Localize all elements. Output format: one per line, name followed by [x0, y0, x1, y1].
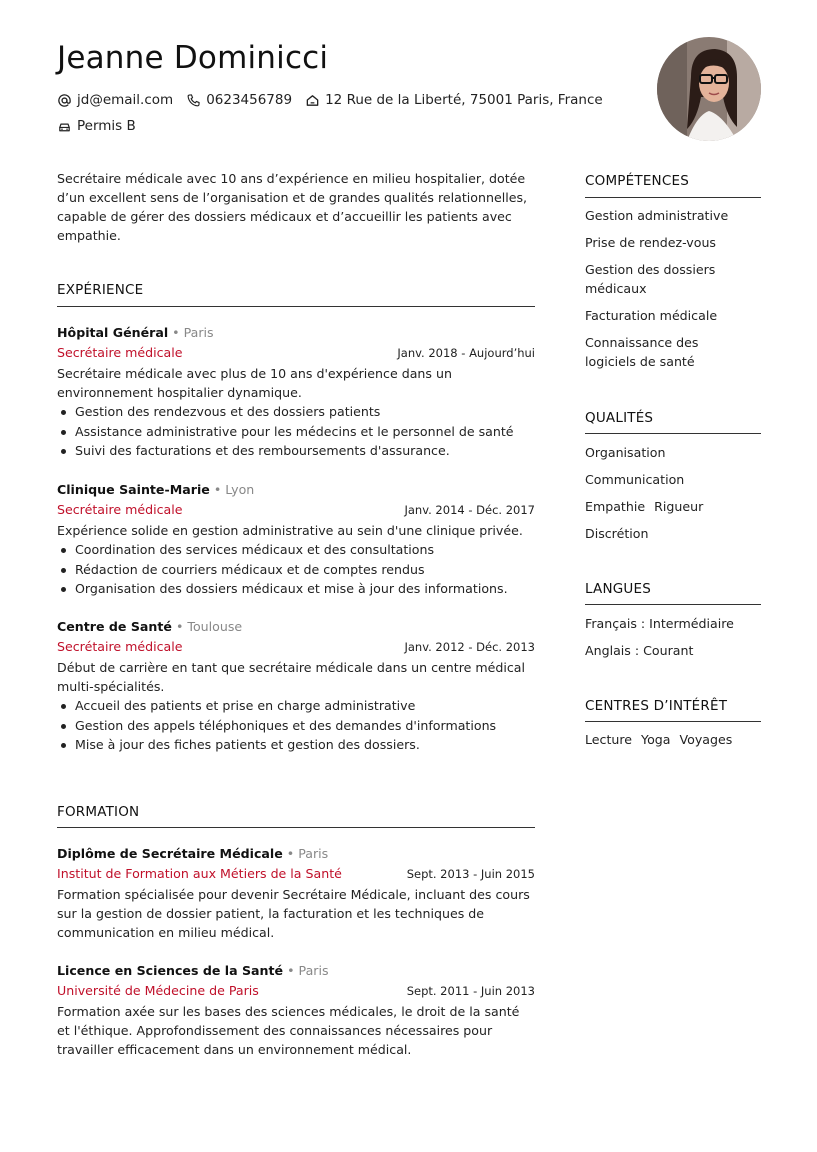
- interest-row: [585, 730, 761, 749]
- skill-item: Gestion des dossiers médicaux: [585, 262, 716, 296]
- bullet-item: Coordination des services médicaux et des consultations: [57, 540, 535, 560]
- car-icon: [57, 119, 72, 134]
- entry-heading: [57, 844, 535, 863]
- interest-item: Lecture: [585, 732, 633, 747]
- skills-list: [585, 206, 761, 379]
- interests-rule: [585, 721, 761, 722]
- language-item: Anglais : Courant: [585, 643, 694, 658]
- address-text: 12 Rue de la Liberté, 75001 Paris, France: [325, 92, 603, 108]
- bullet-list: [57, 402, 535, 461]
- languages-list: [585, 614, 761, 668]
- education-title: FORMATION: [57, 804, 140, 820]
- phone-item: [186, 92, 292, 108]
- interest-item: Yoga: [641, 732, 671, 747]
- home-icon: [305, 93, 320, 108]
- employer: Hôpital Général: [57, 325, 169, 340]
- skills-rule: [585, 197, 761, 198]
- skills-title: COMPÉTENCES: [585, 173, 689, 189]
- quality-item: Organisation: [585, 445, 666, 460]
- experience-title: EXPÉRIENCE: [57, 282, 144, 298]
- bullet-item: Suivi des facturations et des remboursements d'assurance.: [57, 441, 535, 461]
- entry-heading: [57, 480, 535, 499]
- bullet-item: Accueil des patients et prise en charge administrative: [57, 696, 535, 716]
- location: • Toulouse: [175, 619, 243, 634]
- entry-heading: [57, 617, 535, 636]
- entry-description: Formation axée sur les bases des sciences médicales, le droit de la santé et l'éthique. Approfondissement des connaissances nécessaires pour travailler efficacement dans un environnement médical.: [57, 1004, 520, 1057]
- job-title: Secrétaire médicale: [57, 345, 183, 360]
- qualities-title: QUALITÉS: [585, 410, 654, 426]
- degree: Diplôme de Secrétaire Médicale: [57, 846, 283, 861]
- date-range: Sept. 2011 - Juin 2013: [406, 984, 535, 998]
- bullet-list: [57, 540, 535, 599]
- bullet-item: Organisation des dossiers médicaux et mise à jour des informations.: [57, 579, 535, 599]
- license-text: Permis B: [77, 118, 136, 134]
- bullet-item: Gestion des rendezvous et des dossiers patients: [57, 402, 535, 422]
- job-title: Secrétaire médicale: [57, 502, 183, 517]
- school: Université de Médecine de Paris: [57, 983, 259, 998]
- quality-item: Discrétion: [585, 526, 649, 541]
- entry-description: Secrétaire médicale avec plus de 10 ans d'expérience dans un environnement hospitalier dynamique.: [57, 366, 452, 400]
- entry-heading: [57, 961, 535, 980]
- interests-list: [585, 730, 761, 757]
- employer: Centre de Santé: [57, 619, 172, 634]
- bullet-item: Gestion des appels téléphoniques et des demandes d'informations: [57, 716, 535, 736]
- role-line: [57, 636, 535, 658]
- email-item: [57, 92, 173, 108]
- role-line: [57, 863, 535, 885]
- employer: Clinique Sainte-Marie: [57, 482, 210, 497]
- profile-summary: Secrétaire médicale avec 10 ans d’expérience en milieu hospitalier, dotée d’un excellent sens de l’organisation et de grandes qualités relationnelles, capable de gérer des dossiers médicaux et d’accueillir les patients avec empathie.: [57, 171, 528, 243]
- bullet-item: Assistance administrative pour les médecins et le personnel de santé: [57, 422, 535, 442]
- candidate-name: Jeanne Dominicci: [57, 40, 329, 76]
- quality-item: Rigueur: [654, 499, 704, 514]
- languages-title: LANGUES: [585, 581, 652, 597]
- location: • Paris: [286, 846, 329, 861]
- date-range: Sept. 2013 - Juin 2015: [406, 867, 535, 881]
- experience-entry: [57, 480, 535, 599]
- at-icon: [57, 93, 72, 108]
- qualities-list: [585, 443, 761, 551]
- phone-text: 0623456789: [206, 92, 293, 108]
- date-range: Janv. 2012 - Déc. 2013: [404, 640, 535, 654]
- experience-entry: [57, 617, 535, 755]
- license-row: [57, 118, 149, 134]
- bullet-list: [57, 696, 535, 755]
- quality-item: Empathie: [585, 499, 646, 514]
- quality-item: Communication: [585, 472, 685, 487]
- date-range: Janv. 2014 - Déc. 2017: [404, 503, 535, 517]
- skill-item: Connaissance des logiciels de santé: [585, 335, 699, 369]
- degree: Licence en Sciences de la Santé: [57, 963, 284, 978]
- date-range: Janv. 2018 - Aujourd’hui: [397, 346, 535, 360]
- profile-photo: [657, 37, 761, 141]
- bullet-item: Mise à jour des fiches patients et gestion des dossiers.: [57, 735, 535, 755]
- skill-item: Facturation médicale: [585, 308, 718, 323]
- phone-icon: [186, 93, 201, 108]
- experience-entry: [57, 323, 535, 461]
- quality-row: [585, 497, 761, 516]
- experience-rule: [57, 306, 535, 307]
- role-line: [57, 499, 535, 521]
- job-title: Secrétaire médicale: [57, 639, 183, 654]
- location: • Lyon: [213, 482, 255, 497]
- address-item: [305, 92, 603, 108]
- education-entry: [57, 961, 535, 1059]
- entry-heading: [57, 323, 535, 342]
- entry-description: Début de carrière en tant que secrétaire médicale dans un centre médical multi-spécialités.: [57, 660, 526, 694]
- role-line: [57, 342, 535, 364]
- entry-description: Expérience solide en gestion administrative au sein d'une clinique privée.: [57, 523, 523, 538]
- skill-item: Prise de rendez-vous: [585, 235, 716, 250]
- skill-item: Gestion administrative: [585, 208, 729, 223]
- languages-rule: [585, 604, 761, 605]
- location: • Paris: [287, 963, 329, 978]
- role-line: [57, 980, 535, 1002]
- language-item: Français : Intermédiaire: [585, 616, 734, 631]
- school: Institut de Formation aux Métiers de la Santé: [57, 866, 342, 881]
- qualities-rule: [585, 433, 761, 434]
- location: • Paris: [172, 325, 214, 340]
- contact-row: [57, 92, 616, 108]
- interest-item: Voyages: [679, 732, 733, 747]
- education-entry: [57, 844, 535, 942]
- entry-description: Formation spécialisée pour devenir Secrétaire Médicale, incluant des cours sur la gestion de dossier patient, la facturation et les techniques de communication en milieu médical.: [57, 887, 530, 940]
- interests-title: CENTRES D’INTÉRÊT: [585, 698, 728, 714]
- license-item: [57, 118, 136, 134]
- email-text: jd@email.com: [77, 92, 174, 108]
- education-rule: [57, 827, 535, 828]
- bullet-item: Rédaction de courriers médicaux et de comptes rendus: [57, 560, 535, 580]
